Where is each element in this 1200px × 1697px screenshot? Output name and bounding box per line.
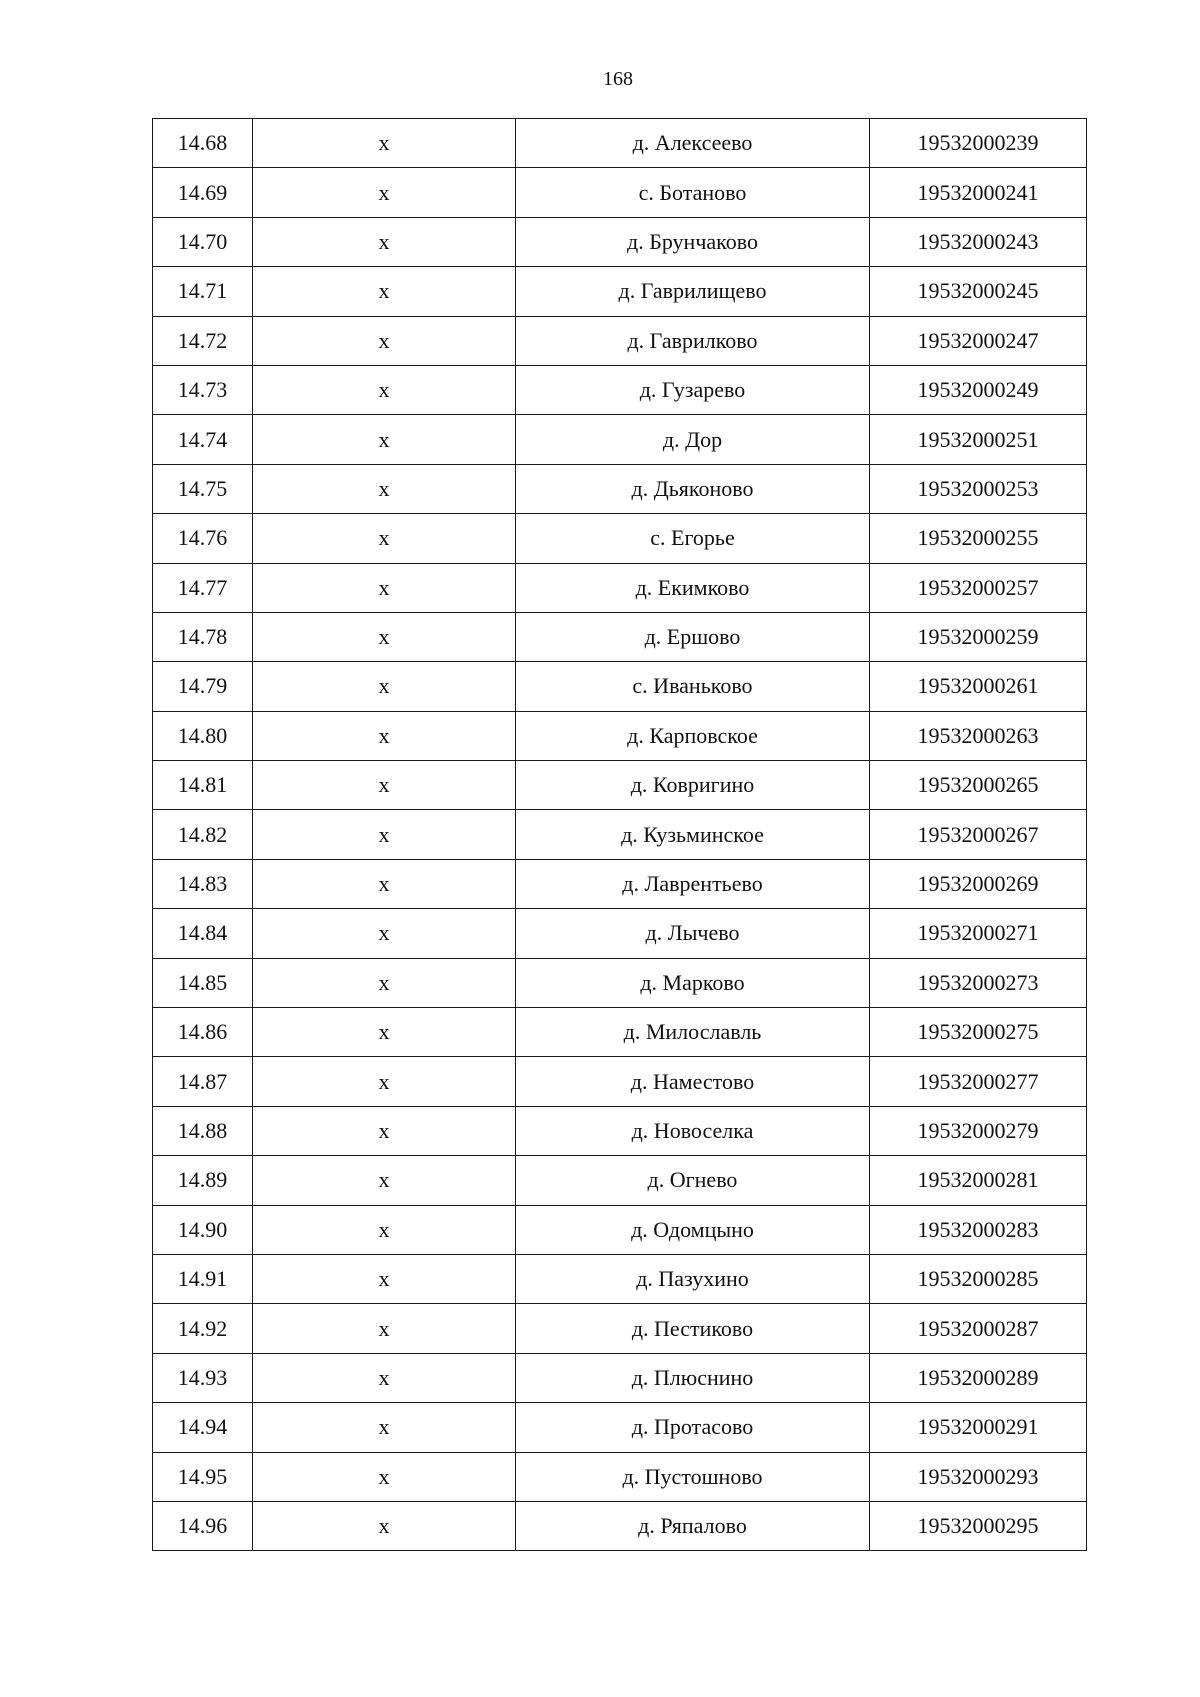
oktmo-code-cell: 19532000245 bbox=[870, 267, 1087, 316]
row-number-cell: 14.82 bbox=[153, 810, 253, 859]
row-mark-cell: х bbox=[253, 415, 516, 464]
table-row bbox=[153, 1254, 1087, 1303]
row-mark-cell: х bbox=[253, 711, 516, 760]
row-mark-cell: х bbox=[253, 958, 516, 1007]
row-mark-cell: х bbox=[253, 1106, 516, 1155]
table-row bbox=[153, 711, 1087, 760]
row-mark-cell: х bbox=[253, 267, 516, 316]
settlement-name-cell: д. Гаврилково bbox=[516, 316, 870, 365]
settlement-name-cell: д. Ершово bbox=[516, 612, 870, 661]
row-mark-cell: х bbox=[253, 859, 516, 908]
settlement-name-cell: д. Карповское bbox=[516, 711, 870, 760]
table-row bbox=[153, 1106, 1087, 1155]
table-row bbox=[153, 316, 1087, 365]
settlement-name-cell: д. Пестиково bbox=[516, 1304, 870, 1353]
settlement-name-cell: д. Алексеево bbox=[516, 119, 870, 168]
settlement-name-cell: д. Дьяконово bbox=[516, 464, 870, 513]
table-row bbox=[153, 1057, 1087, 1106]
table-row bbox=[153, 168, 1087, 217]
table-row bbox=[153, 267, 1087, 316]
oktmo-code-cell: 19532000239 bbox=[870, 119, 1087, 168]
table-row bbox=[153, 217, 1087, 266]
row-mark-cell: х bbox=[253, 1254, 516, 1303]
oktmo-code-cell: 19532000263 bbox=[870, 711, 1087, 760]
table-row bbox=[153, 563, 1087, 612]
row-number-cell: 14.90 bbox=[153, 1205, 253, 1254]
settlement-name-cell: с. Иваньково bbox=[516, 662, 870, 711]
row-number-cell: 14.75 bbox=[153, 464, 253, 513]
row-mark-cell: х bbox=[253, 316, 516, 365]
row-number-cell: 14.71 bbox=[153, 267, 253, 316]
settlement-name-cell: д. Милославль bbox=[516, 1008, 870, 1057]
settlement-name-cell: д. Екимково bbox=[516, 563, 870, 612]
row-number-cell: 14.80 bbox=[153, 711, 253, 760]
settlement-name-cell: д. Новоселка bbox=[516, 1106, 870, 1155]
settlement-name-cell: д. Лаврентьево bbox=[516, 859, 870, 908]
row-mark-cell: х bbox=[253, 168, 516, 217]
settlement-name-cell: д. Протасово bbox=[516, 1403, 870, 1452]
table-row bbox=[153, 612, 1087, 661]
table-row bbox=[153, 415, 1087, 464]
settlement-name-cell: д. Гаврилищево bbox=[516, 267, 870, 316]
oktmo-code-cell: 19532000261 bbox=[870, 662, 1087, 711]
table-row bbox=[153, 1156, 1087, 1205]
oktmo-code-cell: 19532000269 bbox=[870, 859, 1087, 908]
row-number-cell: 14.74 bbox=[153, 415, 253, 464]
row-number-cell: 14.93 bbox=[153, 1353, 253, 1402]
oktmo-code-cell: 19532000265 bbox=[870, 761, 1087, 810]
row-number-cell: 14.89 bbox=[153, 1156, 253, 1205]
row-number-cell: 14.87 bbox=[153, 1057, 253, 1106]
settlement-name-cell: д. Пустошново bbox=[516, 1452, 870, 1501]
row-mark-cell: х bbox=[253, 1057, 516, 1106]
oktmo-code-cell: 19532000247 bbox=[870, 316, 1087, 365]
row-number-cell: 14.69 bbox=[153, 168, 253, 217]
settlement-table bbox=[152, 118, 1087, 1551]
settlement-name-cell: д. Кузьминское bbox=[516, 810, 870, 859]
settlement-name-cell: д. Плюснино bbox=[516, 1353, 870, 1402]
row-number-cell: 14.94 bbox=[153, 1403, 253, 1452]
row-number-cell: 14.78 bbox=[153, 612, 253, 661]
row-number-cell: 14.72 bbox=[153, 316, 253, 365]
oktmo-code-cell: 19532000273 bbox=[870, 958, 1087, 1007]
row-mark-cell: х bbox=[253, 119, 516, 168]
oktmo-code-cell: 19532000267 bbox=[870, 810, 1087, 859]
row-mark-cell: х bbox=[253, 1008, 516, 1057]
row-mark-cell: х bbox=[253, 1205, 516, 1254]
row-number-cell: 14.68 bbox=[153, 119, 253, 168]
page-number: 168 bbox=[603, 68, 633, 90]
table-row bbox=[153, 761, 1087, 810]
row-number-cell: 14.95 bbox=[153, 1452, 253, 1501]
row-mark-cell: х bbox=[253, 909, 516, 958]
row-mark-cell: х bbox=[253, 514, 516, 563]
row-number-cell: 14.88 bbox=[153, 1106, 253, 1155]
oktmo-code-cell: 19532000291 bbox=[870, 1403, 1087, 1452]
settlement-name-cell: д. Дор bbox=[516, 415, 870, 464]
oktmo-code-cell: 19532000259 bbox=[870, 612, 1087, 661]
row-number-cell: 14.81 bbox=[153, 761, 253, 810]
table-row bbox=[153, 810, 1087, 859]
oktmo-code-cell: 19532000283 bbox=[870, 1205, 1087, 1254]
settlement-name-cell: д. Ряпалово bbox=[516, 1501, 870, 1550]
oktmo-code-cell: 19532000257 bbox=[870, 563, 1087, 612]
oktmo-code-cell: 19532000295 bbox=[870, 1501, 1087, 1550]
oktmo-code-cell: 19532000241 bbox=[870, 168, 1087, 217]
row-number-cell: 14.92 bbox=[153, 1304, 253, 1353]
oktmo-code-cell: 19532000281 bbox=[870, 1156, 1087, 1205]
settlement-name-cell: д. Наместово bbox=[516, 1057, 870, 1106]
oktmo-code-cell: 19532000243 bbox=[870, 217, 1087, 266]
row-number-cell: 14.79 bbox=[153, 662, 253, 711]
row-number-cell: 14.77 bbox=[153, 563, 253, 612]
oktmo-code-cell: 19532000249 bbox=[870, 365, 1087, 414]
oktmo-code-cell: 19532000251 bbox=[870, 415, 1087, 464]
row-mark-cell: х bbox=[253, 217, 516, 266]
table-row bbox=[153, 1452, 1087, 1501]
row-number-cell: 14.83 bbox=[153, 859, 253, 908]
oktmo-code-cell: 19532000289 bbox=[870, 1353, 1087, 1402]
oktmo-code-cell: 19532000275 bbox=[870, 1008, 1087, 1057]
settlement-name-cell: д. Марково bbox=[516, 958, 870, 1007]
table-row bbox=[153, 662, 1087, 711]
settlement-name-cell: с. Ботаново bbox=[516, 168, 870, 217]
table-row bbox=[153, 1008, 1087, 1057]
oktmo-code-cell: 19532000285 bbox=[870, 1254, 1087, 1303]
table-row bbox=[153, 119, 1087, 168]
row-mark-cell: х bbox=[253, 761, 516, 810]
row-mark-cell: х bbox=[253, 1353, 516, 1402]
table-row bbox=[153, 365, 1087, 414]
table-row bbox=[153, 514, 1087, 563]
settlement-name-cell: д. Брунчаково bbox=[516, 217, 870, 266]
oktmo-code-cell: 19532000255 bbox=[870, 514, 1087, 563]
settlement-name-cell: д. Пазухино bbox=[516, 1254, 870, 1303]
oktmo-code-cell: 19532000287 bbox=[870, 1304, 1087, 1353]
table-row bbox=[153, 464, 1087, 513]
row-number-cell: 14.85 bbox=[153, 958, 253, 1007]
settlement-name-cell: д. Одомцыно bbox=[516, 1205, 870, 1254]
oktmo-code-cell: 19532000253 bbox=[870, 464, 1087, 513]
oktmo-code-cell: 19532000293 bbox=[870, 1452, 1087, 1501]
row-mark-cell: х bbox=[253, 1452, 516, 1501]
table-row bbox=[153, 1353, 1087, 1402]
settlement-name-cell: д. Ковригино bbox=[516, 761, 870, 810]
table-row bbox=[153, 1403, 1087, 1452]
row-mark-cell: х bbox=[253, 662, 516, 711]
row-mark-cell: х bbox=[253, 1156, 516, 1205]
table-row bbox=[153, 958, 1087, 1007]
settlement-name-cell: д. Лычево bbox=[516, 909, 870, 958]
row-mark-cell: х bbox=[253, 464, 516, 513]
row-number-cell: 14.76 bbox=[153, 514, 253, 563]
row-number-cell: 14.96 bbox=[153, 1501, 253, 1550]
row-mark-cell: х bbox=[253, 1403, 516, 1452]
oktmo-code-cell: 19532000271 bbox=[870, 909, 1087, 958]
row-number-cell: 14.84 bbox=[153, 909, 253, 958]
table-row bbox=[153, 1205, 1087, 1254]
table-row bbox=[153, 859, 1087, 908]
table-row bbox=[153, 909, 1087, 958]
row-number-cell: 14.73 bbox=[153, 365, 253, 414]
settlement-name-cell: д. Огнево bbox=[516, 1156, 870, 1205]
row-number-cell: 14.86 bbox=[153, 1008, 253, 1057]
row-mark-cell: х bbox=[253, 365, 516, 414]
table-row bbox=[153, 1304, 1087, 1353]
table-body bbox=[153, 119, 1087, 1551]
row-mark-cell: х bbox=[253, 1304, 516, 1353]
row-mark-cell: х bbox=[253, 1501, 516, 1550]
oktmo-code-cell: 19532000279 bbox=[870, 1106, 1087, 1155]
row-mark-cell: х bbox=[253, 612, 516, 661]
row-mark-cell: х bbox=[253, 563, 516, 612]
settlement-name-cell: с. Егорье bbox=[516, 514, 870, 563]
table-row bbox=[153, 1501, 1087, 1550]
row-mark-cell: х bbox=[253, 810, 516, 859]
row-number-cell: 14.70 bbox=[153, 217, 253, 266]
row-number-cell: 14.91 bbox=[153, 1254, 253, 1303]
settlement-name-cell: д. Гузарево bbox=[516, 365, 870, 414]
oktmo-code-cell: 19532000277 bbox=[870, 1057, 1087, 1106]
